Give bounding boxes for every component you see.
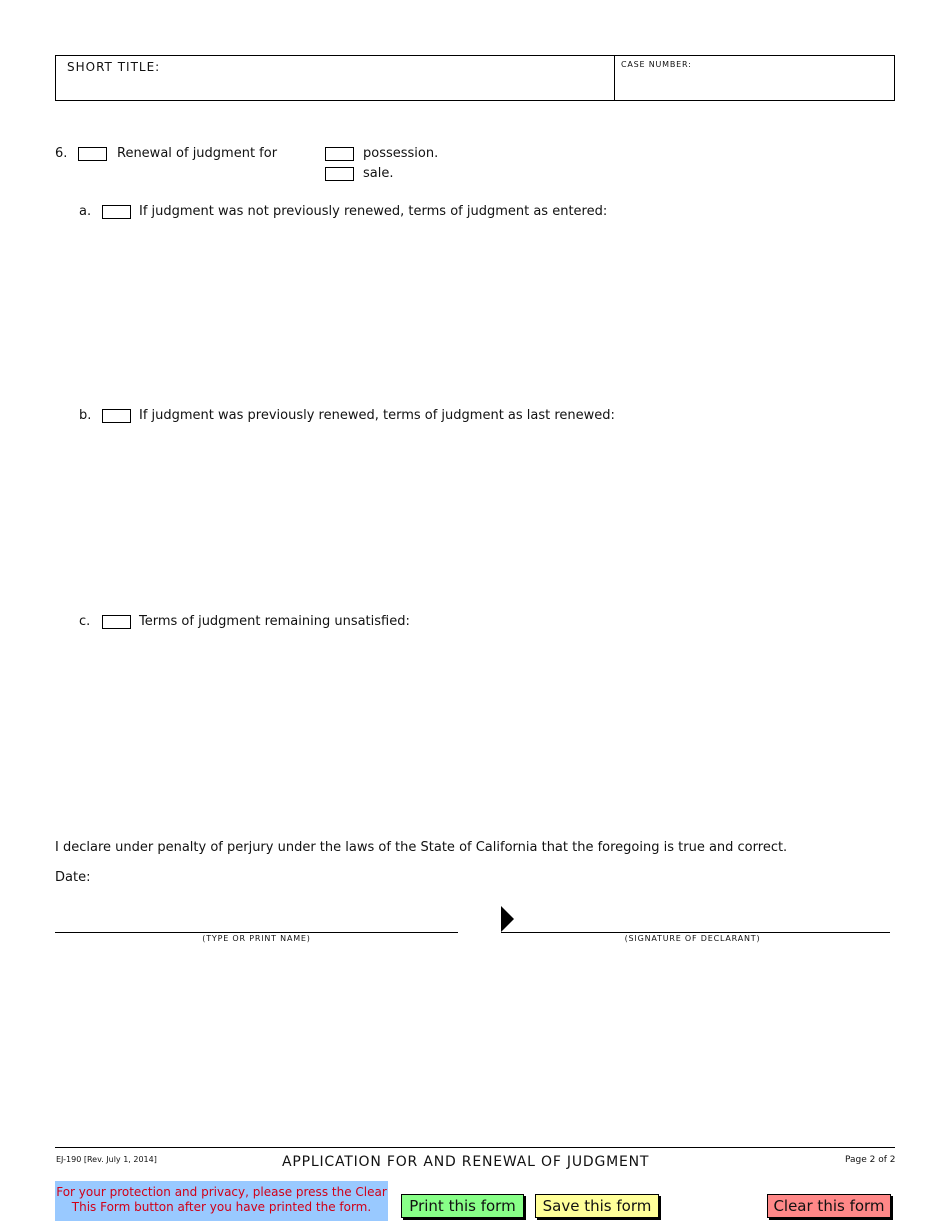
possession-checkbox[interactable] xyxy=(325,147,354,161)
item-a-letter: a. xyxy=(79,204,92,219)
item-6-number: 6. xyxy=(55,146,68,161)
date-label: Date: xyxy=(55,870,91,885)
clear-button[interactable]: Clear this form xyxy=(767,1194,891,1218)
item-b-checkbox[interactable] xyxy=(102,409,131,423)
print-button[interactable]: Print this form xyxy=(401,1194,524,1218)
signature-caption: (SIGNATURE OF DECLARANT) xyxy=(624,934,761,943)
case-number-label: CASE NUMBER: xyxy=(621,60,692,69)
item-a-checkbox[interactable] xyxy=(102,205,131,219)
name-line[interactable] xyxy=(55,932,458,933)
save-button[interactable]: Save this form xyxy=(535,1194,659,1218)
short-title-label: SHORT TITLE: xyxy=(67,60,161,74)
header-divider xyxy=(614,55,615,101)
footer-rule xyxy=(55,1147,895,1148)
privacy-notice: For your protection and privacy, please press the Clear This Form button after you have printed the form. xyxy=(55,1181,388,1221)
item-c-checkbox[interactable] xyxy=(102,615,131,629)
item-b-letter: b. xyxy=(79,408,92,423)
renewal-checkbox[interactable] xyxy=(78,147,107,161)
item-c-text: Terms of judgment remaining unsatisfied: xyxy=(139,614,410,629)
page-number: Page 2 of 2 xyxy=(845,1155,896,1165)
signature-line[interactable] xyxy=(501,932,890,933)
renewal-label: Renewal of judgment for xyxy=(117,146,278,161)
item-b-text: If judgment was previously renewed, terms of judgment as last renewed: xyxy=(139,408,615,423)
declaration-text: I declare under penalty of perjury under the laws of the State of California that the foregoing is true and correct. xyxy=(55,840,788,855)
header-box xyxy=(55,55,895,101)
possession-label: possession. xyxy=(363,146,439,161)
sale-label: sale. xyxy=(363,166,394,181)
item-a-text: If judgment was not previously renewed, terms of judgment as entered: xyxy=(139,204,608,219)
signature-arrow-icon xyxy=(501,906,514,932)
footer-title: APPLICATION FOR AND RENEWAL OF JUDGMENT xyxy=(282,1154,650,1170)
sale-checkbox[interactable] xyxy=(325,167,354,181)
name-caption: (TYPE OR PRINT NAME) xyxy=(202,934,311,943)
form-id: EJ-190 [Rev. July 1, 2014] xyxy=(56,1155,157,1164)
item-c-letter: c. xyxy=(79,614,91,629)
